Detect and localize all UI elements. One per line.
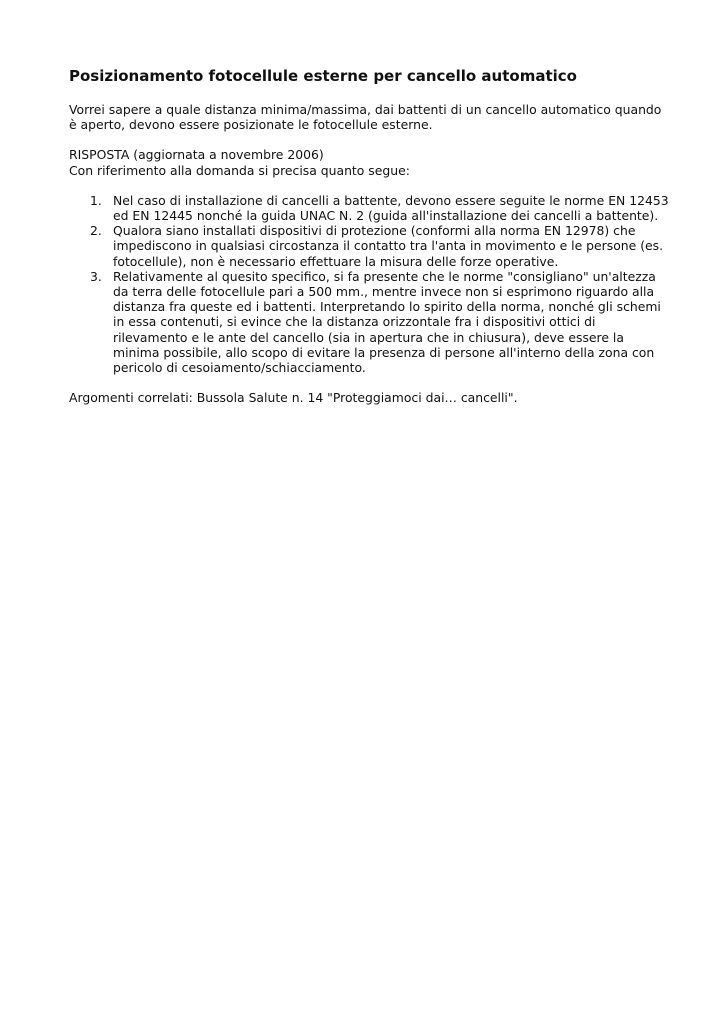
answer-intro: Con riferimento alla domanda si precisa quanto segue: <box>69 162 410 178</box>
answer-header <box>69 147 669 177</box>
list-item-text: Relativamente al quesito specifico, si fa presente che le norme "consigliano" un'altezza da terra delle fotocellule pari a 500 mm., mentre invece non si esprimono riguardo alla distanza fra queste ed i battenti. Interpretando lo spirito della norma, nonché gli schemi in essa contenuti, si evince che la distanza orizzontale fra i dispositivi ottici di rilevamento e le ante del cancello (sia in apertura che in chiusura), deve essere la minima possibile, allo scopo di evitare la presenza di persone all'interno della zona con pericolo di cesoiamento/schiacciamento. <box>113 268 661 376</box>
question-paragraph: Vorrei sapere a quale distanza minima/massima, dai battenti di un cancello automatico quando è aperto, devono essere posizionate le fotocellule esterne. <box>69 102 662 133</box>
list-item-text: Qualora siano installati dispositivi di protezione (conformi alla norma EN 12978) che impediscono in qualsiasi circostanza il contatto tra l'anta in movimento e le persone (es. fotocellule), non è necessario effettuare la misura delle forze operative. <box>113 223 664 269</box>
list-item-number: 2. <box>90 223 102 239</box>
list-item <box>69 193 669 223</box>
related-topics: Argomenti correlati: Bussola Salute n. 14 "Proteggiamoci dai… cancelli". <box>69 390 518 406</box>
list-item <box>69 223 669 269</box>
list-item-number: 1. <box>90 192 102 208</box>
list-item-text: Nel caso di installazione di cancelli a battente, devono essere seguite le norme EN 12453 ed EN 12445 nonché la guida UNAC N. 2 (guida all'installazione dei cancelli a battente). <box>113 192 669 224</box>
page-title: Posizionamento fotocellule esterne per cancello automatico <box>69 67 577 85</box>
answer-points-list <box>69 193 669 375</box>
list-item <box>69 269 669 375</box>
answer-heading: RISPOSTA (aggiornata a novembre 2006) <box>69 147 324 163</box>
list-item-number: 3. <box>90 268 102 284</box>
document-page <box>69 66 669 405</box>
